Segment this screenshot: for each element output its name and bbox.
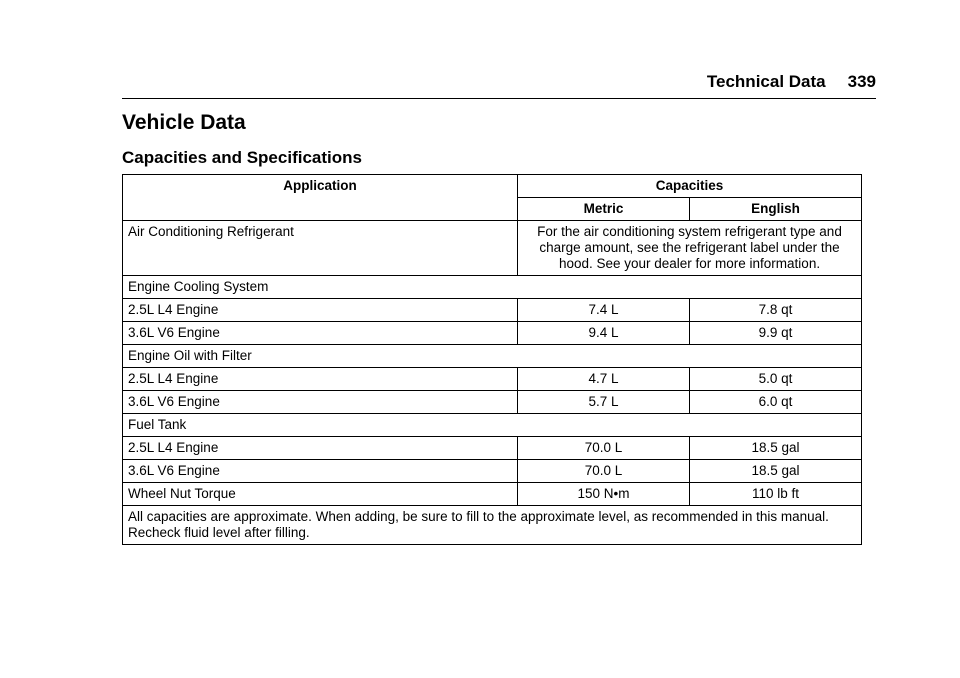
row-label-torque: Wheel Nut Torque bbox=[123, 483, 518, 506]
header-metric: Metric bbox=[518, 198, 690, 221]
header-application: Application bbox=[123, 175, 518, 221]
metric-cell: 9.4 L bbox=[518, 322, 690, 345]
english-cell: 18.5 gal bbox=[690, 437, 862, 460]
table-row bbox=[123, 221, 862, 276]
row-label-ac: Air Conditioning Refrigerant bbox=[123, 221, 518, 276]
metric-cell: 70.0 L bbox=[518, 460, 690, 483]
english-cell: 6.0 qt bbox=[690, 391, 862, 414]
engine-cell: 3.6L V6 Engine bbox=[123, 391, 518, 414]
page-header bbox=[122, 72, 876, 92]
group-label-oil: Engine Oil with Filter bbox=[123, 345, 862, 368]
table-row bbox=[123, 322, 862, 345]
table-row bbox=[123, 391, 862, 414]
english-cell: 18.5 gal bbox=[690, 460, 862, 483]
table-row bbox=[123, 368, 862, 391]
table-group-row bbox=[123, 276, 862, 299]
page-title: Vehicle Data bbox=[122, 111, 246, 134]
engine-cell: 2.5L L4 Engine bbox=[123, 368, 518, 391]
engine-cell: 2.5L L4 Engine bbox=[123, 299, 518, 322]
group-label-fuel: Fuel Tank bbox=[123, 414, 862, 437]
english-cell: 110 lb ft bbox=[690, 483, 862, 506]
metric-cell: 150 N•m bbox=[518, 483, 690, 506]
english-cell: 7.8 qt bbox=[690, 299, 862, 322]
header-english: English bbox=[690, 198, 862, 221]
english-cell: 5.0 qt bbox=[690, 368, 862, 391]
metric-cell: 7.4 L bbox=[518, 299, 690, 322]
page-number: 339 bbox=[847, 72, 876, 91]
ac-note: For the air conditioning system refrigerant type and charge amount, see the refrigerant label under the hood. See your dealer for more information. bbox=[518, 221, 862, 276]
table-group-row bbox=[123, 345, 862, 368]
table-row bbox=[123, 437, 862, 460]
header-rule bbox=[122, 98, 876, 99]
table-footnote-row bbox=[123, 506, 862, 545]
section-subtitle: Capacities and Specifications bbox=[122, 148, 362, 167]
table-row bbox=[123, 460, 862, 483]
section-title: Technical Data bbox=[706, 72, 826, 91]
table-row bbox=[123, 299, 862, 322]
group-label-cooling: Engine Cooling System bbox=[123, 276, 862, 299]
metric-cell: 70.0 L bbox=[518, 437, 690, 460]
table-row bbox=[123, 483, 862, 506]
metric-cell: 4.7 L bbox=[518, 368, 690, 391]
metric-cell: 5.7 L bbox=[518, 391, 690, 414]
capacities-table bbox=[122, 174, 862, 545]
english-cell: 9.9 qt bbox=[690, 322, 862, 345]
engine-cell: 2.5L L4 Engine bbox=[123, 437, 518, 460]
footnote: All capacities are approximate. When adding, be sure to fill to the approximate level, as recommended in this manual. Recheck fluid level after filling. bbox=[123, 506, 862, 545]
engine-cell: 3.6L V6 Engine bbox=[123, 322, 518, 345]
table-header-row bbox=[123, 175, 862, 198]
table-group-row bbox=[123, 414, 862, 437]
header-capacities: Capacities bbox=[518, 175, 862, 198]
engine-cell: 3.6L V6 Engine bbox=[123, 460, 518, 483]
